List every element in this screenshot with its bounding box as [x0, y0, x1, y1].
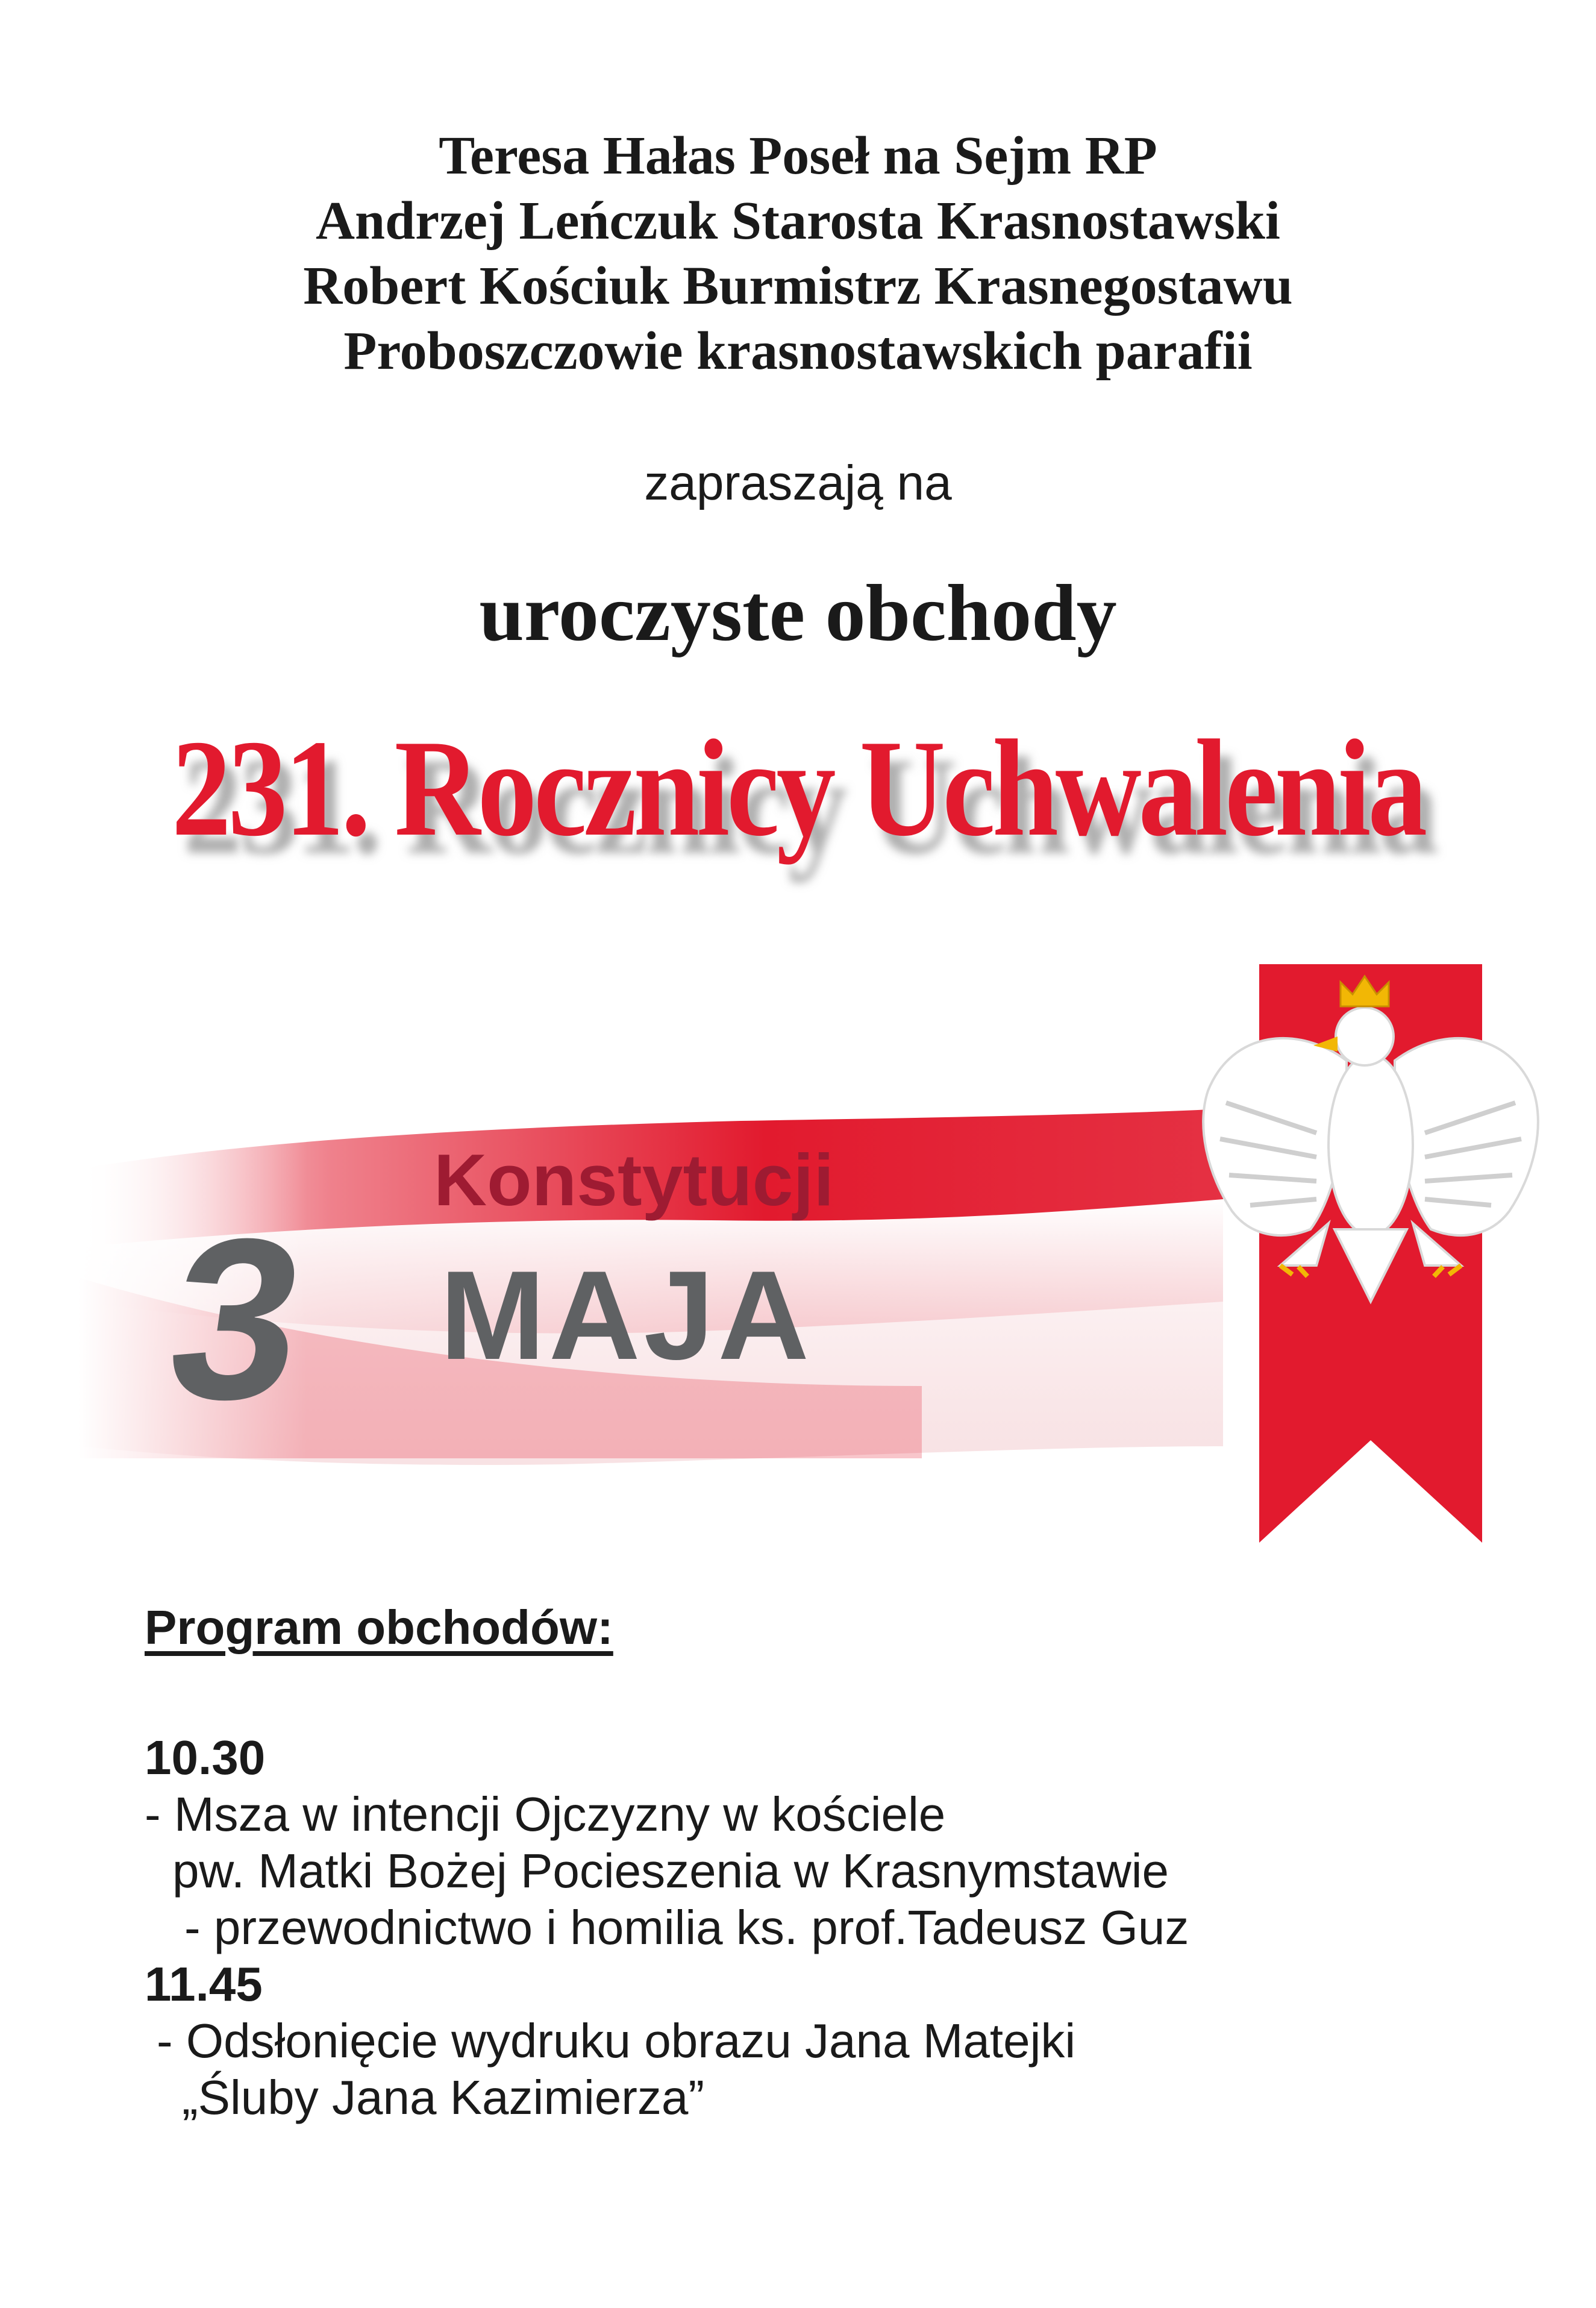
anniversary-title: 231. Rocznicy Uchwalenia	[171, 711, 1425, 865]
organizer-line: Robert Kościuk Burmistrz Krasnegostawu	[303, 256, 1293, 316]
organizer-line: Proboszczowie krasnostawskich parafii	[343, 321, 1253, 381]
organizers-block	[0, 124, 1596, 384]
program-line: - przewodnictwo i homilia ks. prof.Tadeusz Guz	[184, 1901, 1189, 1954]
celebration-heading: uroczyste obchody	[479, 568, 1117, 657]
program-line: „Śluby Jana Kazimierza”	[182, 2071, 704, 2124]
program-line: pw. Matki Bożej Pocieszenia w Krasnymstawie	[172, 1844, 1169, 1898]
invitation-text: zapraszają na	[644, 456, 952, 510]
emblem-maja: MAJA	[440, 1244, 813, 1386]
organizer-line: Andrzej Leńczuk Starosta Krasnostawski	[316, 191, 1280, 251]
emblem-konstytucji: Konstytucji	[434, 1139, 834, 1221]
program-time: 10.30	[145, 1731, 266, 1784]
organizer-line: Teresa Hałas Poseł na Sejm RP	[439, 126, 1157, 186]
program-title: Program obchodów:	[145, 1601, 613, 1654]
program-time: 11.45	[145, 1957, 263, 2011]
program-line: - Msza w intencji Ojczyzny w kościele	[145, 1787, 946, 1841]
program-line: - Odsłonięcie wydruku obrazu Jana Matejki	[157, 2014, 1076, 2068]
program-list	[145, 1729, 1189, 2126]
white-eagle-icon	[1203, 976, 1538, 1302]
emblem-number-3: 3	[155, 1190, 319, 1447]
constitution-emblem	[78, 964, 1554, 1561]
constitution-emblem-graphic	[78, 964, 1554, 1561]
